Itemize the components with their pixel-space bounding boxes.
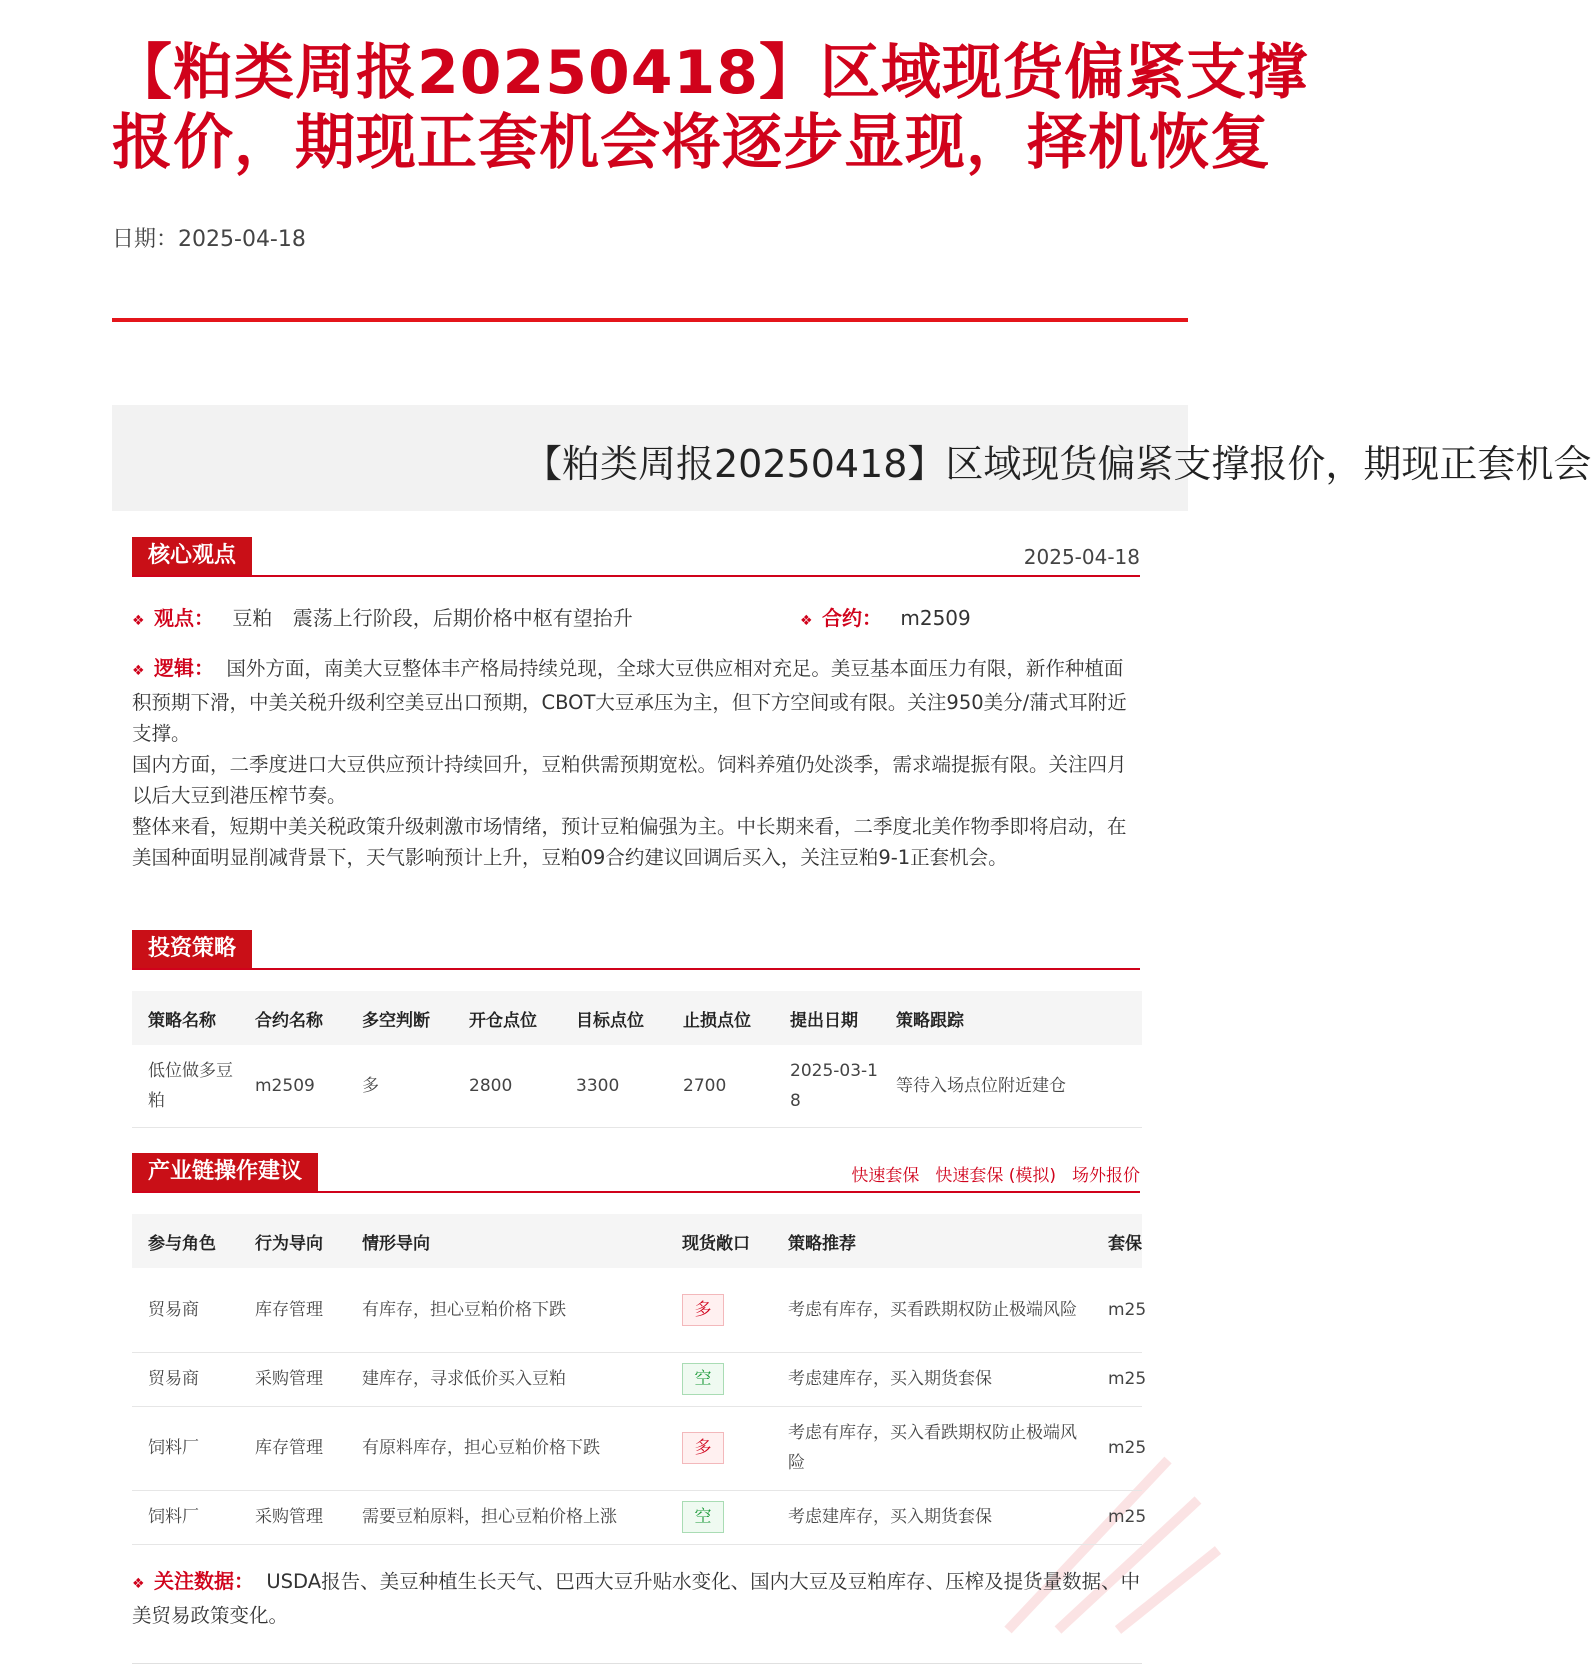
cell-entry: 2800 xyxy=(453,1045,560,1127)
table-row xyxy=(132,1490,1142,1544)
cell-hedge: m25 xyxy=(1092,1352,1142,1406)
core-view-tag: 核心观点 xyxy=(132,537,252,575)
table-row xyxy=(132,1268,1142,1352)
table-row xyxy=(132,1045,1142,1127)
core-view-date: 2025-04-18 xyxy=(1023,545,1140,569)
focus-data xyxy=(132,1566,1142,1631)
diamond-bullet-icon: ❖ xyxy=(132,1576,145,1592)
cell-action: 库存管理 xyxy=(239,1406,346,1490)
cell-exposure xyxy=(666,1352,772,1406)
cell-exposure xyxy=(666,1490,772,1544)
date-label: 日期： xyxy=(112,227,179,252)
strategy-header-row xyxy=(132,991,1142,1045)
exposure-badge: 多 xyxy=(682,1432,724,1464)
focus-text: USDA报告、美豆种植生长天气、巴西大豆升贴水变化、国内大豆及豆粕库存、压榨及提货量数据、中美贸易政策变化。 xyxy=(132,1570,1141,1627)
view-label: 观点： xyxy=(154,606,214,630)
logic-p2: 国内方面，二季度进口大豆供应预计持续回升，豆粕供需预期宽松。饲料养殖仍处淡季，需求端提振有限。关注四月以后大豆到港压榨节奏。 xyxy=(132,753,1127,807)
header-strategy-name: 策略名称 xyxy=(132,991,239,1045)
contract-value: m2509 xyxy=(900,606,971,630)
cell-action: 库存管理 xyxy=(239,1268,346,1352)
cell-tracking: 等待入场点位附近建仓 xyxy=(880,1045,1142,1127)
logic-p1 xyxy=(132,653,1142,749)
exposure-badge: 多 xyxy=(682,1294,724,1326)
logic-paragraphs xyxy=(132,653,1142,873)
contract-label: 合约： xyxy=(822,606,882,630)
cell-recommendation: 考虑建库存，买入期货套保 xyxy=(772,1490,1092,1544)
title-divider xyxy=(112,318,1188,322)
quick-links xyxy=(835,1161,1140,1186)
header-target: 目标点位 xyxy=(560,991,667,1045)
header-contract-name: 合约名称 xyxy=(239,991,346,1045)
diamond-bullet-icon: ❖ xyxy=(800,613,813,629)
diamond-bullet-icon: ❖ xyxy=(132,663,145,679)
industry-tag: 产业链操作建议 xyxy=(132,1153,318,1191)
cell-situation: 需要豆粕原料，担心豆粕价格上涨 xyxy=(346,1490,666,1544)
focus-label: 关注数据： xyxy=(154,1569,254,1593)
cell-date: 2025-03-18 xyxy=(774,1045,880,1127)
bottom-divider xyxy=(132,1663,1142,1664)
strategy-tag: 投资策略 xyxy=(132,930,252,968)
report-header xyxy=(112,405,1591,511)
cell-action: 采购管理 xyxy=(239,1352,346,1406)
cell-hedge: m25 xyxy=(1092,1490,1142,1544)
cell-situation: 建库存，寻求低价买入豆粕 xyxy=(346,1352,666,1406)
date-value: 2025-04-18 xyxy=(178,227,306,252)
cell-role: 饲料厂 xyxy=(132,1406,239,1490)
cell-stop: 2700 xyxy=(667,1045,774,1127)
otc-quote-link[interactable]: 场外报价 xyxy=(1072,1166,1140,1186)
industry-header-row xyxy=(132,1214,1142,1268)
strategy-table xyxy=(132,991,1142,1128)
cell-strategy-name: 低位做多豆粕 xyxy=(132,1045,239,1127)
cell-recommendation: 考虑有库存，买入看跌期权防止极端风险 xyxy=(772,1406,1092,1490)
article-title: 【粕类周报20250418】区域现货偏紧支撑报价，期现正套机会将逐步显现，择机恢复 xyxy=(112,38,1308,178)
header-action: 行为导向 xyxy=(239,1214,346,1268)
cell-exposure xyxy=(666,1268,772,1352)
header-exposure: 现货敞口 xyxy=(666,1214,772,1268)
view-product: 豆粕 xyxy=(232,606,273,630)
header-entry: 开仓点位 xyxy=(453,991,560,1045)
strategy-section-header xyxy=(132,930,1140,970)
cell-hedge: m25 xyxy=(1092,1268,1142,1352)
exposure-badge: 空 xyxy=(682,1501,724,1533)
focus-paragraph xyxy=(132,1566,1142,1631)
header-direction: 多空判断 xyxy=(346,991,453,1045)
core-view-section-header xyxy=(132,537,1140,577)
table-row xyxy=(132,1352,1142,1406)
cell-situation: 有库存，担心豆粕价格下跌 xyxy=(346,1268,666,1352)
header-hedge: 套保 xyxy=(1092,1214,1142,1268)
cell-exposure xyxy=(666,1406,772,1490)
header-tracking: 策略跟踪 xyxy=(880,991,1142,1045)
cell-hedge: m25 xyxy=(1092,1406,1142,1490)
article-date xyxy=(112,222,306,253)
cell-target: 3300 xyxy=(560,1045,667,1127)
industry-table xyxy=(132,1214,1147,1545)
contract-row xyxy=(800,602,971,631)
header-stop: 止损点位 xyxy=(667,991,774,1045)
cell-role: 饲料厂 xyxy=(132,1490,239,1544)
header-situation: 情形导向 xyxy=(346,1214,666,1268)
industry-section-header xyxy=(132,1153,1140,1193)
cell-action: 采购管理 xyxy=(239,1490,346,1544)
header-recommendation: 策略推荐 xyxy=(772,1214,1092,1268)
cell-situation: 有原料库存，担心豆粕价格下跌 xyxy=(346,1406,666,1490)
view-text: 震荡上行阶段，后期价格中枢有望抬升 xyxy=(292,606,633,630)
report-header-title: 【粕类周报20250418】区域现货偏紧支撑报价，期现正套机会 xyxy=(524,442,1591,486)
cell-contract: m2509 xyxy=(239,1045,346,1127)
view-row xyxy=(132,602,633,631)
cell-recommendation: 考虑有库存，买看跌期权防止极端风险 xyxy=(772,1268,1092,1352)
logic-label: 逻辑： xyxy=(154,656,214,680)
diamond-bullet-icon: ❖ xyxy=(132,613,145,629)
cell-direction: 多 xyxy=(346,1045,453,1127)
header-date: 提出日期 xyxy=(774,991,880,1045)
exposure-badge: 空 xyxy=(682,1363,724,1395)
cell-recommendation: 考虑建库存，买入期货套保 xyxy=(772,1352,1092,1406)
header-role: 参与角色 xyxy=(132,1214,239,1268)
logic-text-1: 国外方面，南美大豆整体丰产格局持续兑现，全球大豆供应相对充足。美豆基本面压力有限，新作种植面积预期下滑，中美关税升级利空美豆出口预期，CBOT大豆承压为主，但下方空间或有限。关注950美分/蒲式耳附近支撑。 xyxy=(132,657,1127,745)
cell-role: 贸易商 xyxy=(132,1352,239,1406)
table-row xyxy=(132,1406,1142,1490)
quick-hedge-link[interactable]: 快速套保 xyxy=(851,1166,920,1186)
cell-role: 贸易商 xyxy=(132,1268,239,1352)
quick-hedge-sim-link[interactable]: 快速套保 (模拟) xyxy=(935,1166,1056,1186)
logic-p3: 整体来看，短期中美关税政策升级刺激市场情绪，预计豆粕偏强为主。中长期来看，二季度北美作物季即将启动，在美国种面明显削减背景下，天气影响预计上升，豆粕09合约建议回调后买入，关注豆粕9-1正套机会。 xyxy=(132,815,1127,869)
